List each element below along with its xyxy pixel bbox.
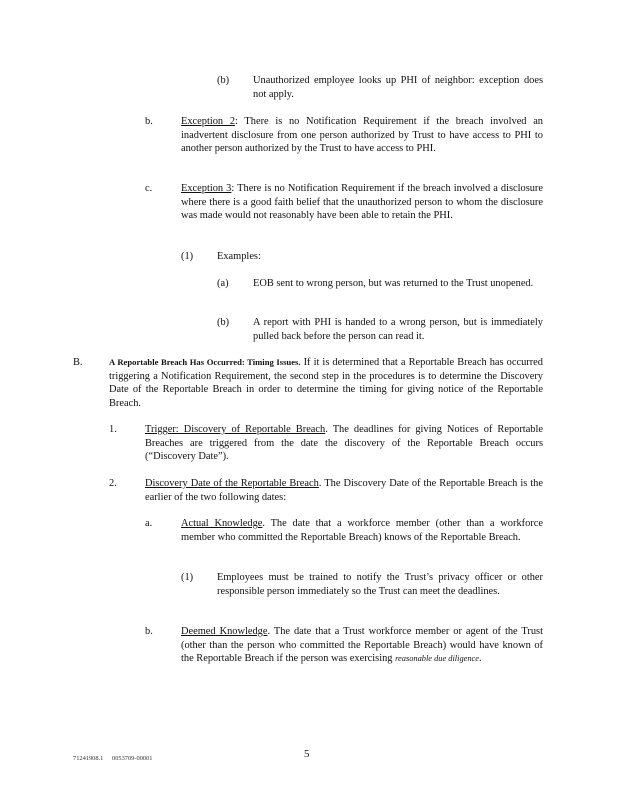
deemed-knowledge-paragraph	[181, 625, 543, 666]
exception-2-paragraph	[181, 115, 543, 156]
section-b-text: If it is determined that a Reportable Breach has occurred triggering a Notification Requirement, the second step in the procedures is to determine the Discovery Date of the Reportable Breach in order to determine the timing for giving notice of the Reportable Breach.	[109, 357, 543, 409]
page-number: 5	[304, 748, 310, 760]
trigger-paragraph	[145, 423, 543, 464]
exception-3-heading: Exception 3	[181, 183, 232, 194]
discovery-date-text: . The Discovery Date of the Reportable Breach is the earlier of the two following dates:	[145, 478, 543, 503]
employees-training-text: Employees must be trained to notify the Trust’s privacy officer or other responsible person immediately so the Trust can meet the deadlines.	[217, 572, 543, 597]
section-label: B.	[73, 357, 83, 368]
sentence-end: .	[479, 653, 482, 665]
actual-knowledge-heading: Actual Knowledge	[181, 518, 263, 529]
examples-heading: Examples:	[217, 251, 261, 262]
exception-2-heading: Exception 2	[181, 116, 236, 127]
trigger-heading: Trigger: Discovery of Reportable Breach	[145, 424, 326, 435]
section-b-heading: A Reportable Breach Has Occurred: Timing Issues.	[109, 357, 301, 367]
discovery-date-heading: Discovery Date of the Reportable Breach	[145, 478, 319, 489]
footer-document-id: 71241908.1	[73, 755, 104, 762]
discovery-date-paragraph	[145, 477, 543, 504]
exception-2-text: : There is no Notification Requirement if the breach involved an inadvertent disclosure from one person authorized by Trust to have access to PHI to another person authorized by the Trust to have access to PHI.	[181, 116, 544, 155]
item-label: (a)	[217, 278, 229, 289]
item-label: b.	[145, 116, 153, 127]
item-label: a.	[145, 518, 153, 529]
item-label: b.	[145, 626, 153, 637]
item-label: (b)	[217, 317, 230, 328]
due-diligence-phrase: reasonable due diligence	[395, 654, 479, 664]
actual-knowledge-paragraph	[181, 517, 543, 544]
deemed-knowledge-heading: Deemed Knowledge	[181, 626, 268, 637]
deemed-knowledge-text: . The date that a Trust workforce member or agent of the Trust (other than the person who committed the Reportable Breach) would have known of the Reportable Breach if the person was exercising	[181, 626, 543, 665]
trigger-text: . The deadlines for giving Notices of Reportable Breaches are triggered from the date the discovery of the Reportable Breach occurs (“Discovery Date”).	[145, 424, 544, 463]
item-label: (1)	[181, 251, 194, 262]
example-report-text: A report with PHI is handed to a wrong person, but is immediately pulled back before the person can read it.	[253, 317, 543, 342]
actual-knowledge-text: . The date that a workforce member (other than a workforce member who committed the Reportable Breach) knows of the Reportable Breach.	[181, 518, 543, 543]
item-label: c.	[145, 183, 153, 194]
item-label: (1)	[181, 572, 194, 583]
item-label: (b)	[217, 75, 230, 86]
list-item-text: Unauthorized employee looks up PHI of neighbor: exception does not apply.	[253, 75, 543, 100]
exception-3-text: : There is no Notification Requirement if the breach involved a disclosure where there is a good faith belief that the unauthorized person to whom the disclosure was made would not reasonably have been able to retain the PHI.	[181, 183, 544, 222]
example-eob-text: EOB sent to wrong person, but was returned to the Trust unopened.	[253, 278, 534, 289]
section-b-paragraph	[109, 356, 543, 410]
item-label: 2.	[109, 478, 117, 489]
item-label: 1.	[109, 424, 117, 435]
footer-client-code: 0053709-00001	[112, 755, 153, 762]
exception-3-paragraph	[181, 182, 543, 223]
